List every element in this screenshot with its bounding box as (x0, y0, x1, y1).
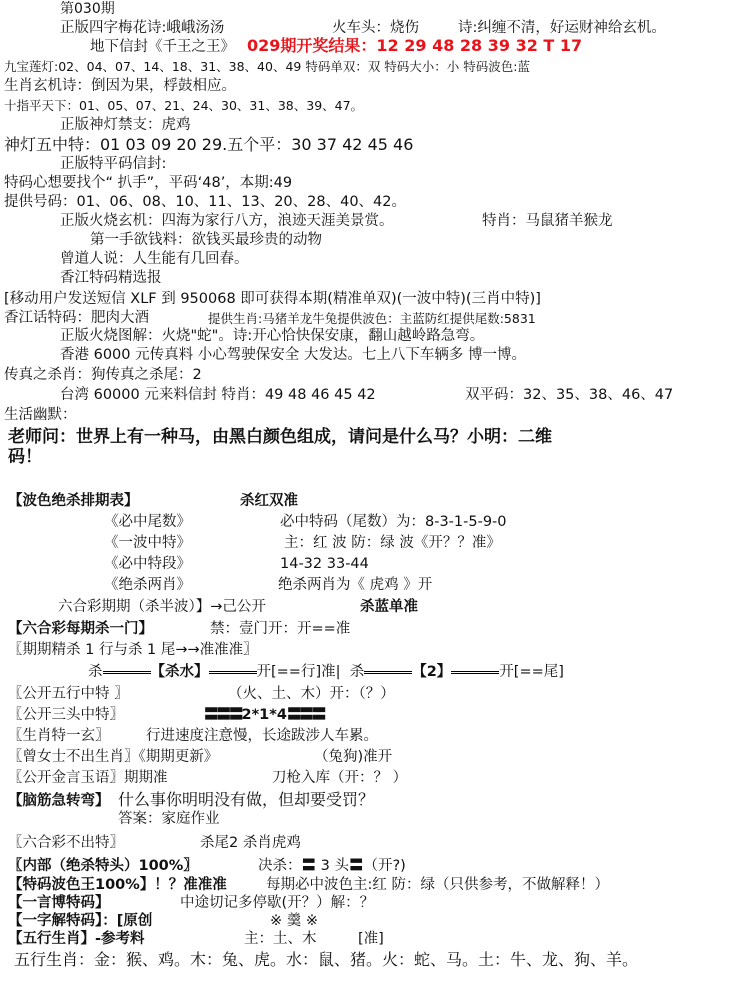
one-word-value: 中途切记多停歇(开？）解：？ (180, 895, 375, 911)
kill-door-label: 【六合彩每期杀一门】 (8, 621, 153, 637)
train-head: 火车头：烧伤 (332, 20, 419, 36)
segment-value: 14-32 33-44 (280, 556, 369, 572)
riddle-answer: 答案：家庭作业 (118, 811, 220, 827)
kill-blue: 杀蓝单准 (360, 599, 418, 615)
sms-notice: [移动用户发送短信 XLF 到 950068 即可获得本期(精准单双)(一波中特)(三肖中特)] (4, 291, 541, 307)
three-heads-row (204, 706, 324, 724)
provide-zodiac: 提供生肖:马猪羊龙牛兔提供波色：主蓝防红提供尾数:5831 (208, 311, 536, 326)
five-zodiac-label: 【五行生肖】-参考料 (8, 931, 145, 947)
row-tail-kill: 〖期期精杀 1 行与杀 1 尾→→准准准〗 (8, 642, 258, 658)
double-flat: 双平码：32、35、38、46、47 (465, 387, 674, 403)
kill-door-value: 禁：壹门开：开==准 (210, 621, 351, 637)
numbers-line: 提供号码：01、06、08、10、11、13、20、28、40、42。 (4, 194, 407, 210)
golden-words-value: 刀枪入库（开：？ ） (272, 770, 408, 786)
special-zodiac: 特肖：马鼠猪羊猴龙 (482, 213, 613, 229)
fire-mystery: 正版火烧玄机：四海为家行八方，浪迹天涯美景赏。 (60, 213, 394, 229)
three-heads-label: 〖公开三头中特〗 (8, 707, 124, 723)
lamp-ban: 正版神灯禁支：虎鸡 (60, 117, 191, 133)
humor-label: 生活幽默： (4, 407, 77, 423)
not-out-value: 杀尾2 杀肖虎鸡 (200, 835, 301, 851)
one-word-label: 【一言博特码】 (8, 895, 110, 911)
lotus-line: 九宝莲灯:02、04、07、14、18、31、38、40、49 特码单双：双 特码大小：小 特码波色:蓝 (4, 59, 530, 74)
poem-text: 诗:纠缠不清，好运财神给玄机。 (458, 20, 666, 36)
half-wave-label: 六合彩期期（杀半波）】→己公开 (58, 599, 266, 615)
special-code-line: 特码心想要找个“ 扒手”，平码‘48’，本期:49 (4, 175, 293, 191)
riddle-question: 什么事你明明没有做，但却要受罚？ (118, 790, 375, 809)
one-char-value: ※ 羹 ※ (270, 913, 319, 929)
divider (451, 671, 499, 674)
kill-water-row (88, 663, 564, 681)
kill-red: 杀红双准 (240, 493, 298, 509)
kill-water: 【杀水】 (150, 664, 209, 680)
envelope-label: 正版特平码信封: (60, 156, 167, 172)
not-out-label: 〖六合彩不出特〗 (8, 835, 124, 851)
wave-label: 《一波中特》 (104, 535, 191, 551)
zodiac-mystery-label: 〖生肖特一玄〗 (8, 728, 110, 744)
bar-right: 〓〓〓 (286, 707, 325, 723)
wave-king-value: 每期必中波色主:红 防：绿（只供参考，不做解释！） (266, 877, 609, 893)
draw-result: 029期开奖结果：12 29 48 28 39 32 T 17 (247, 36, 583, 55)
hk-saying: 香江话特码：肥肉大酒 (4, 310, 149, 326)
underground-label: 地下信封《千王之王》 (90, 39, 235, 55)
kill-word-2: 杀 (349, 664, 365, 680)
tail-label: 《必中尾数》 (104, 514, 191, 530)
one-char-label: 【一字解特码】：[原创 (8, 913, 153, 929)
taoist-line: 曾道人说：人生能有几回春。 (60, 251, 249, 267)
table-title: 【波色绝杀排期表】 (8, 493, 139, 509)
poem-label: 正版四字梅花诗:峨峨汤汤 (60, 20, 225, 36)
riddle-label: 【脑筋急转弯】 (8, 793, 110, 809)
fax-kill: 传真之杀肖：狗传真之杀尾：2 (4, 367, 202, 383)
open-tail: 开[==尾] (499, 664, 564, 680)
ms-zeng-label: 〖曾女士不出生肖〗《期期更新》 (8, 749, 219, 765)
divider (103, 671, 151, 674)
five-zodiac-accurate: [准] (358, 931, 384, 947)
bar-left: 〓〓〓 (204, 707, 242, 723)
ms-zeng-value: （兔狗)准开 (314, 749, 393, 765)
zodiac-mystery-value: 行进速度注意慢，长途跋涉人车累。 (146, 728, 378, 744)
first-hand-line: 第一手欲钱料：欲钱买最珍贵的动物 (90, 232, 322, 248)
wave-king-label: 【特码波色王100%】！？准准准 (8, 877, 227, 893)
three-heads-value: 2*1*4 (241, 707, 287, 723)
wave-value: 主：红 波 防：绿 波《开？？准》 (284, 535, 501, 551)
internal-kill-value: 决杀：〓 3 头〓（开?) (258, 858, 406, 874)
divider (209, 671, 257, 674)
two-zodiac-label: 《绝杀两肖》 (104, 577, 191, 593)
fire-diagram: 正版火烧图解：火烧"蛇"。诗:开心恰快保安康，翻山越岭路急弯。 (60, 328, 485, 344)
kill-word: 杀 (88, 664, 103, 680)
tail-value: 必中特码（尾数）为：8-3-1-5-9-0 (280, 514, 507, 530)
five-elements-list: 五行生肖：金：猴、鸡。木：兔、虎。水：鼠、猪。火：蛇、马。土：牛、龙、狗、羊。 (14, 950, 639, 969)
kill-two: 【2】 (412, 664, 452, 680)
ten-fingers-line: 十指平天下：01、05、07、21、24、30、31、38、39、47。 (4, 98, 364, 113)
taiwan-envelope: 台湾 60000 元来料信封 特肖：49 48 46 45 42 (60, 387, 376, 403)
five-zodiac-main: 主：土、木 (244, 931, 317, 947)
internal-kill-label: 〖内部（绝杀特头）100%〗 (8, 858, 198, 874)
open-row: 开[==行]准| (256, 664, 341, 680)
hk-report: 香江特码精选报 (60, 270, 162, 286)
divider (364, 671, 412, 674)
joke-line-2: 码！ (8, 447, 42, 467)
lamp-five: 神灯五中特：01 03 09 20 29.五个平：30 37 42 45 46 (4, 135, 414, 154)
five-elements-label: 〖公开五行中特 〗 (8, 686, 129, 702)
issue-number: 第030期 (60, 1, 115, 17)
five-elements-value: （火、土、木）开：（？） (228, 686, 395, 702)
joke-line-1: 老师问：世界上有一种马，由黑白颜色组成，请问是什么马？小明：二维 (8, 427, 552, 447)
two-zodiac-value: 绝杀两肖为《 虎鸡 》开 (278, 577, 433, 593)
hk-fax: 香港 6000 元传真料 小心驾驶保安全 大发达。七上八下车辆多 博一博。 (60, 347, 526, 363)
segment-label: 《必中特段》 (104, 556, 191, 572)
golden-words-label: 〖公开金言玉语〗期期准 (8, 770, 168, 786)
zodiac-poem: 生肖玄机诗：倒因为果，桴鼓相应。 (4, 78, 236, 94)
